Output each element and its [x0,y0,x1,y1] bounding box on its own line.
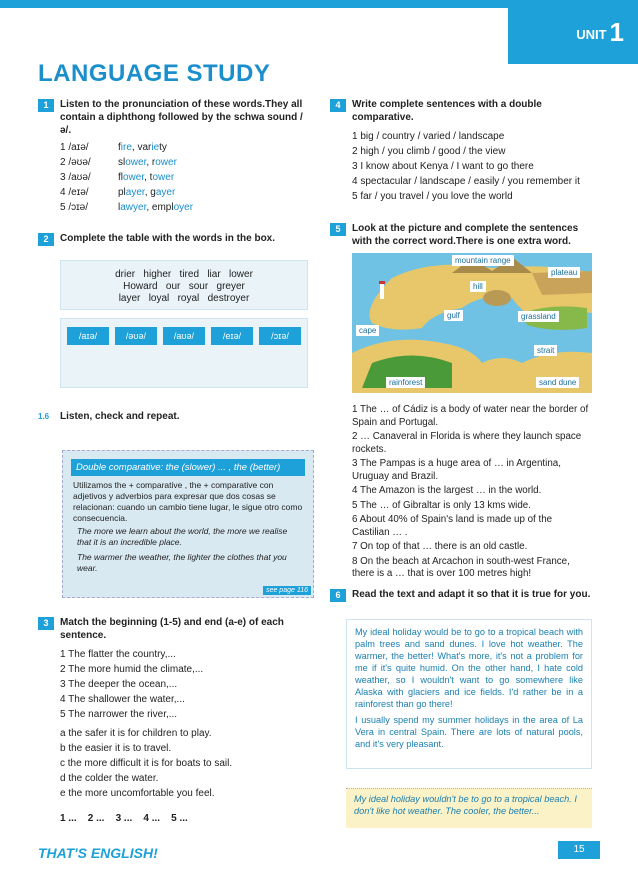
label-rainforest: rainforest [386,377,425,388]
phoneme: 1 /aɪə/ [60,142,89,153]
listen-task [38,410,310,423]
pronunciation-row [60,171,310,184]
list-item: 4 The shallower the water,... [60,694,185,705]
exercise-4 [330,98,592,205]
exercise-number: 2 [38,233,54,246]
label-mountain-range: mountain range [452,255,514,266]
list-item: 6 About 40% of Spain's land is made up of the Castilian … . [352,514,553,538]
exercise-5 [330,222,592,248]
list-item: 5 The … of Gibraltar is only 13 kms wide. [352,499,531,511]
label-grassland: grassland [518,311,559,322]
reading-paragraph: My ideal holiday would be to go to a tropical beach with palm trees and sand dunes. I love hot weather. The warmer, the better! What's more, it's not a problem for me if it's quite humid. On the other hand, I hate cold weather, so I wouldn't want to go somewhere like Alaska with glaciers and ice fields. I'd rather be in a rainforest than go there! [355,627,583,709]
list-item: 8 On the beach at Arcachon in south-west France, there is a … that is over 100 metres high! [352,555,570,579]
list-item: 2 … Canaveral in Florida is where they launch space rockets. [352,431,582,455]
exercise-instruction: Write complete sentences with a double comparative. [352,99,542,123]
example-words: slower, rower [118,157,177,168]
unit-number: 1 [609,16,624,47]
exercise-number: 1 [38,99,54,112]
list-item: 1 The … of Cádiz is a body of water near the border of Spain and Portugal. [352,404,589,428]
list-item: 1 The flatter the country,... [60,649,176,660]
exercise-5-items [352,404,592,581]
answer-line: 1 ... 2 ... 3 ... 4 ... 5 ... [60,813,188,824]
label-gulf: gulf [444,310,463,321]
exercise-number: 4 [330,99,346,112]
pronunciation-row [60,156,310,169]
table-header: /aʊə/ [163,327,205,345]
grammar-example: The warmer the weather, the lighter the clothes that you wear. [77,552,287,573]
phoneme: 5 /ɔɪə/ [60,202,89,213]
list-item: 4 The Amazon is the largest … in the world. [352,485,542,496]
pronunciation-row [60,201,310,214]
table-header: /ɔɪə/ [259,327,301,345]
see-page-link[interactable]: see page 116 [263,586,311,595]
list-item: c the more difficult it is for boats to sail. [60,758,233,769]
list-item: 2 The more humid the climate,... [60,664,204,675]
endings-list [60,727,310,800]
list-item: 3 I know about Kenya / I want to go there [352,161,534,172]
left-column [38,98,310,220]
list-item: e the more uncomfortable you feel. [60,788,215,799]
example-words: flower, tower [118,172,175,183]
exercise-instruction: Complete the table with the words in the box. [60,233,276,244]
audio-icon: 1.6 [38,412,50,421]
table-header: /eɪə/ [211,327,253,345]
exercise-number: 3 [38,617,54,630]
pronunciation-list [60,141,310,214]
page-title: LANGUAGE STUDY [38,60,271,87]
label-hill: hill [470,281,486,292]
top-bar [0,0,508,8]
beginnings-list [60,648,310,721]
list-item: b the easier it is to travel. [60,743,172,754]
phoneme-table [60,318,308,388]
list-item: 2 high / you climb / good / the view [352,146,506,157]
list-item: 5 The narrower the river,... [60,709,178,720]
word-line: Howard our sour greyer [123,281,245,292]
exercise-instruction: Match the beginning (1-5) and end (a-e) of each sentence. [60,617,284,641]
example-words: player, gayer [118,187,176,198]
exercise-number: 6 [330,589,346,602]
exercise-1 [38,98,310,214]
model-answer: My ideal holiday wouldn't be to go to a tropical beach. I don't like hot weather. The cooler, the better... [346,788,592,828]
pronunciation-row [60,186,310,199]
exercise-instruction: Read the text and adapt it so that it is true for you. [352,589,591,600]
grammar-box [62,450,314,598]
exercise-instruction: Listen to the pronunciation of these words.They all contain a diphthong followed by the schwa sound /ə/. [60,99,303,136]
grammar-title: Double comparative: the (slower) ... , the (better) [71,459,305,476]
list-item: a the safer it is for children to play. [60,728,212,739]
unit-label: UNIT [576,26,607,42]
label-sand-dune: sand dune [536,377,579,388]
sentence-list [352,130,592,203]
word-line: drier higher tired liar lower [115,269,253,280]
table-header: /əʊə/ [115,327,157,345]
exercise-2 [38,232,310,388]
example-words: lawyer, employer [118,202,194,213]
listen-text: Listen, check and repeat. [60,411,180,422]
reading-paragraph: I usually spend my summer holidays in the area of La Vera in central Spain. There are lots of natural pools, and it's very pleasant. [355,715,583,749]
phoneme: 4 /eɪə/ [60,187,89,198]
list-item: 3 The Pampas is a huge area of … in Argentina, Uruguay and Brazil. [352,458,561,482]
example-words: fire, variety [118,142,167,153]
phoneme: 2 /əʊə/ [60,157,91,168]
reading-text [346,619,592,769]
phoneme: 3 /aʊə/ [60,172,91,183]
list-item: 1 big / country / varied / landscape [352,131,505,142]
exercise-number: 5 [330,223,346,236]
label-strait: strait [534,345,557,356]
list-item: 3 The deeper the ocean,... [60,679,178,690]
word-line: layer loyal royal destroyer [118,293,250,304]
grammar-body: Utilizamos the + comparative , the + comparative con adjetivos y adverbios para expresar que dos cosas se relacionan: cuando un cambio tiene lugar, le sigue otro como consecuencia. [73,480,303,523]
list-item: 5 far / you travel / you love the world [352,191,513,202]
list-item: 4 spectacular / landscape / easily / you remember it [352,176,580,187]
brand-logo: THAT'S ENGLISH! [38,845,158,861]
grammar-example: The more we learn about the world, the more we realise that it is an incredible place. [77,526,288,547]
unit-badge [508,0,638,64]
table-header: /aɪə/ [67,327,109,345]
label-plateau: plateau [548,267,580,278]
word-box [60,260,308,310]
list-item: 7 On top of that … there is an old castle. [352,541,528,552]
exercise-3 [38,616,310,825]
list-item: d the colder the water. [60,773,159,784]
exercise-6 [330,588,592,602]
page-number: 15 [558,841,600,859]
geography-picture [352,253,592,393]
label-cape: cape [356,325,379,336]
pronunciation-row [60,141,310,154]
exercise-instruction: Look at the picture and complete the sentences with the correct word.There is one extra word. [352,223,579,247]
